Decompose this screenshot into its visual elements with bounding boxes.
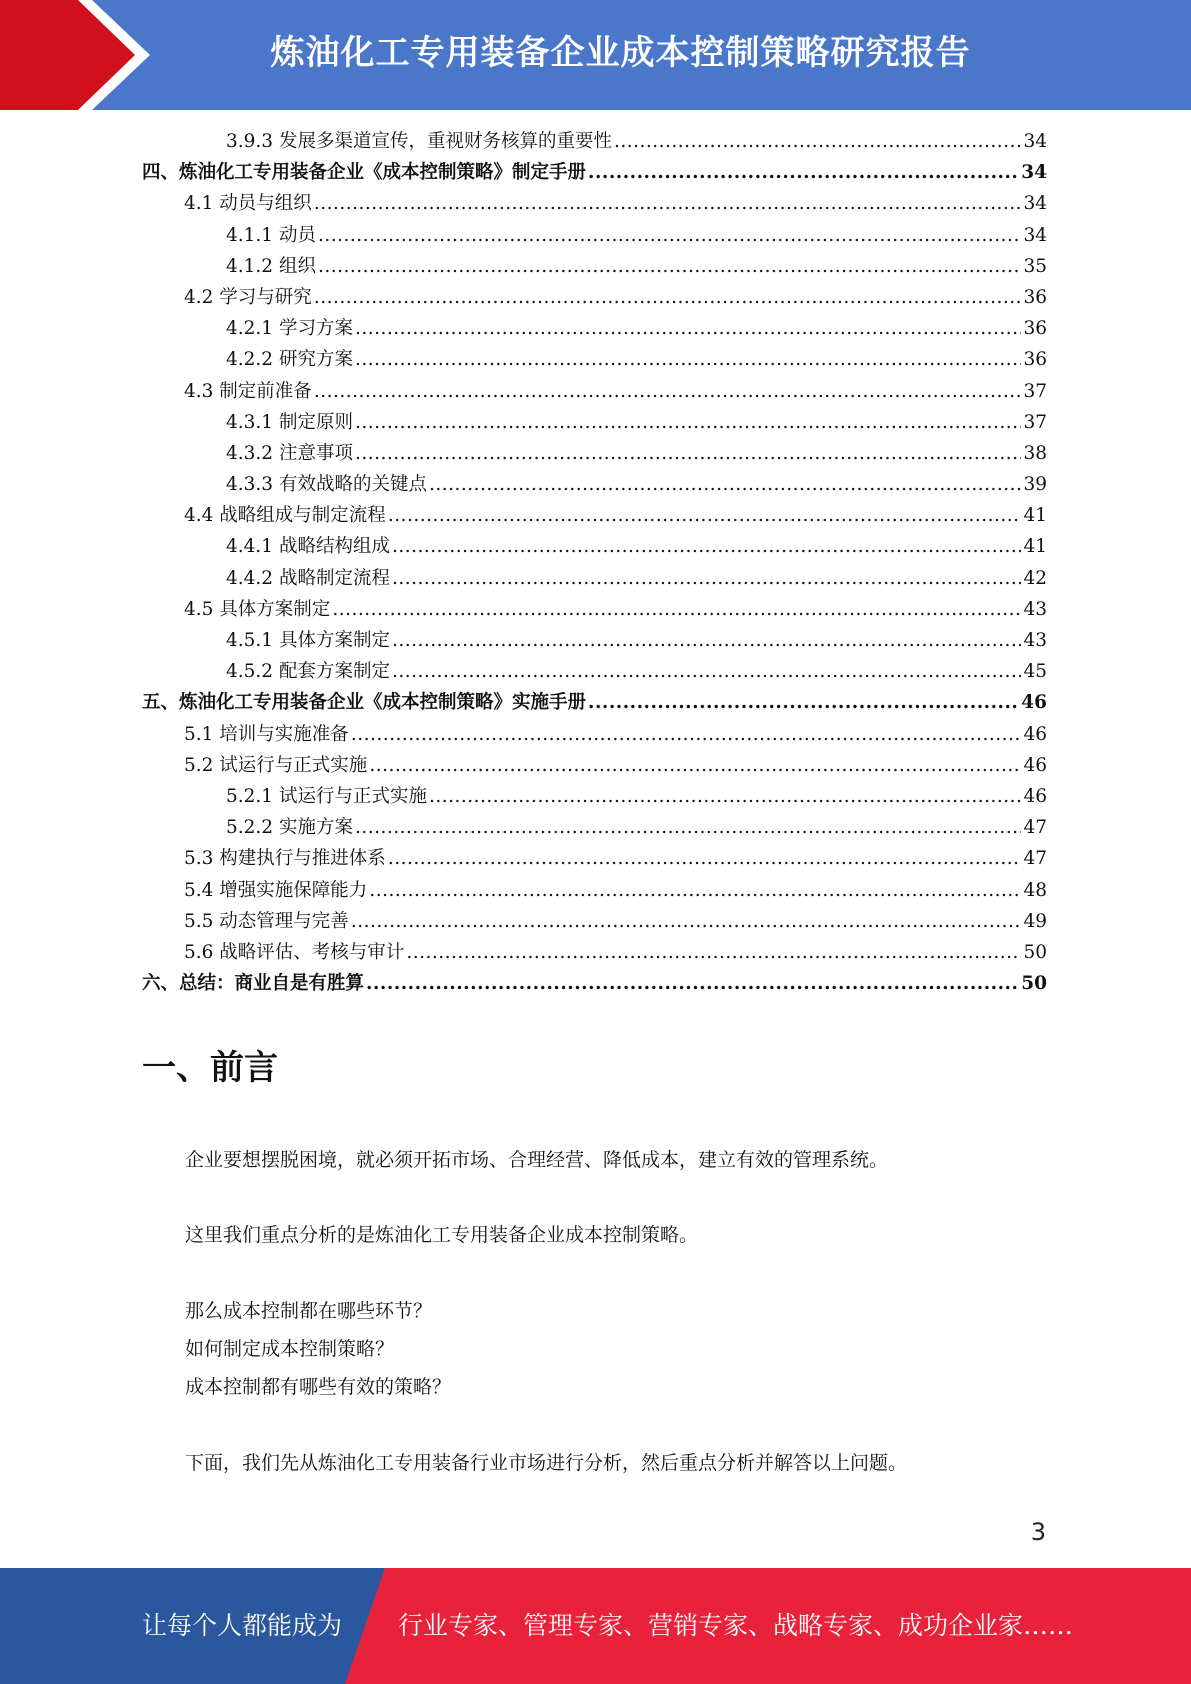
toc-entry-title: 4.4 战略组成与制定流程: [184, 505, 386, 527]
paragraph: 成本控制都有哪些有效的策略？: [185, 1376, 452, 1398]
toc-entry-page: 47: [1023, 817, 1047, 839]
toc-entry-title: 5.1 培训与实施准备: [184, 723, 349, 745]
toc-entry-title: 4.3.3 有效战略的关键点: [226, 474, 427, 496]
toc-entry-page: 36: [1023, 349, 1047, 371]
toc-entry-title: 4.3.1 制定原则: [226, 411, 353, 433]
toc-dot-leader: [429, 474, 1021, 495]
toc-entry-page: 36: [1023, 286, 1047, 308]
toc-dot-leader: [314, 193, 1022, 214]
toc-entry-title: 4.1 动员与组织: [184, 193, 312, 215]
toc-entry[interactable]: [142, 532, 1047, 563]
toc-entry[interactable]: [142, 751, 1047, 782]
toc-entry-title: 4.3 制定前准备: [184, 380, 312, 402]
toc-entry-page: 49: [1023, 910, 1047, 932]
toc-dot-leader: [314, 381, 1022, 402]
toc-entry[interactable]: [142, 408, 1047, 439]
toc-entry-page: 35: [1023, 255, 1047, 277]
page-footer: [0, 1568, 1191, 1684]
toc-dot-leader: [614, 131, 1021, 152]
toc-entry-page: 43: [1023, 598, 1047, 620]
toc-entry-page: 34: [1023, 224, 1047, 246]
toc-dot-leader: [369, 880, 1021, 901]
toc-dot-leader: [392, 630, 1021, 651]
toc-dot-leader: [355, 817, 1022, 838]
toc-entry-page: 34: [1021, 162, 1047, 184]
toc-entry-page: 37: [1023, 411, 1047, 433]
toc-entry[interactable]: [142, 221, 1047, 252]
toc-dot-leader: [392, 661, 1021, 682]
toc-entry[interactable]: [142, 844, 1047, 875]
toc-entry-page: 48: [1023, 879, 1047, 901]
table-of-contents: [142, 127, 1047, 1000]
toc-entry-title: 4.5 具体方案制定: [184, 598, 331, 620]
toc-entry-title: 5.2.1 试运行与正式实施: [226, 785, 427, 807]
toc-entry-title: 5.4 增强实施保障能力: [184, 879, 368, 901]
toc-entry[interactable]: [142, 377, 1047, 408]
toc-entry[interactable]: [142, 626, 1047, 657]
toc-entry-title: 5.2 试运行与正式实施: [184, 754, 368, 776]
toc-entry[interactable]: [142, 283, 1047, 314]
toc-entry-page: 39: [1023, 474, 1047, 496]
toc-entry-page: 37: [1023, 380, 1047, 402]
page-number: 3: [1030, 1518, 1046, 1546]
toc-dot-leader: [429, 786, 1021, 807]
toc-entry-title: 4.4.2 战略制定流程: [226, 567, 390, 589]
toc-entry[interactable]: [142, 688, 1047, 719]
toc-entry-page: 42: [1023, 567, 1047, 589]
toc-entry[interactable]: [142, 782, 1047, 813]
toc-entry[interactable]: [142, 595, 1047, 626]
toc-entry[interactable]: [142, 158, 1047, 189]
toc-entry[interactable]: [142, 564, 1047, 595]
toc-entry-page: 41: [1023, 505, 1047, 527]
toc-entry-page: 43: [1023, 630, 1047, 651]
toc-dot-leader: [351, 911, 1022, 932]
toc-entry[interactable]: [142, 127, 1047, 158]
report-title: 炼油化工专用装备企业成本控制策略研究报告: [270, 33, 971, 73]
toc-entry-title: 4.2 学习与研究: [184, 286, 312, 308]
toc-entry[interactable]: [142, 657, 1047, 688]
toc-entry-title: 4.3.2 注意事项: [226, 442, 353, 464]
page-header: [0, 0, 1191, 110]
toc-entry-title: 5.2.2 实施方案: [226, 817, 353, 839]
paragraph: 企业要想摆脱困境，就必须开拓市场、合理经营、降低成本，建立有效的管理系统。: [185, 1149, 889, 1171]
toc-entry-title: 5.6 战略评估、考核与审计: [184, 941, 405, 963]
toc-entry-page: 41: [1023, 536, 1047, 558]
toc-entry-page: 46: [1023, 754, 1047, 776]
toc-entry[interactable]: [142, 501, 1047, 532]
toc-entry-page: 46: [1023, 723, 1047, 745]
toc-dot-leader: [355, 349, 1022, 370]
toc-entry-title: 4.2.2 研究方案: [226, 349, 353, 371]
toc-entry[interactable]: [142, 314, 1047, 345]
toc-entry[interactable]: [142, 720, 1047, 751]
toc-dot-leader: [392, 568, 1021, 589]
toc-entry-title: 4.4.1 战略结构组成: [226, 536, 390, 558]
toc-entry-title: 5.3 构建执行与推进体系: [184, 848, 386, 870]
toc-dot-leader: [406, 942, 1021, 963]
toc-dot-leader: [355, 318, 1022, 339]
toc-dot-leader: [392, 536, 1021, 557]
section-heading: 一、前言: [142, 1048, 278, 1088]
toc-entry-page: 46: [1023, 785, 1047, 807]
toc-dot-leader: [318, 225, 1022, 246]
paragraph: 那么成本控制都在哪些环节？: [185, 1300, 433, 1322]
toc-entry-title: 3.9.3 发展多渠道宣传，重视财务核算的重要性: [226, 131, 612, 152]
toc-dot-leader: [588, 162, 1019, 183]
toc-entry[interactable]: [142, 470, 1047, 501]
toc-dot-leader: [351, 724, 1022, 745]
toc-dot-leader: [366, 973, 1019, 994]
toc-dot-leader: [388, 848, 1022, 869]
toc-dot-leader: [332, 599, 1021, 620]
toc-entry-page: 50: [1021, 973, 1047, 995]
toc-entry-title: 4.5.1 具体方案制定: [226, 630, 390, 651]
footer-slogan-right: 行业专家、管理专家、营销专家、战略专家、成功企业家……: [398, 1611, 1074, 1640]
toc-entry-page: 50: [1023, 941, 1047, 963]
toc-dot-leader: [318, 256, 1022, 277]
toc-entry[interactable]: [142, 938, 1047, 969]
toc-entry-title: 4.1.1 动员: [226, 224, 316, 246]
toc-entry[interactable]: [142, 252, 1047, 283]
paragraph: 这里我们重点分析的是炼油化工专用装备企业成本控制策略。: [185, 1224, 699, 1246]
toc-entry-page: 36: [1023, 318, 1047, 340]
toc-entry-title: 五、炼油化工专用装备企业《成本控制策略》实施手册: [142, 692, 587, 714]
toc-entry[interactable]: [142, 907, 1047, 938]
toc-entry-title: 4.1.2 组织: [226, 255, 316, 277]
toc-dot-leader: [388, 505, 1022, 526]
toc-dot-leader: [369, 755, 1021, 776]
toc-entry-title: 4.2.1 学习方案: [226, 318, 353, 340]
toc-entry-title: 5.5 动态管理与完善: [184, 910, 349, 932]
toc-entry-page: 45: [1023, 661, 1047, 683]
toc-entry[interactable]: [142, 189, 1047, 220]
toc-entry-title: 四、炼油化工专用装备企业《成本控制策略》制定手册: [142, 162, 587, 184]
paragraph: 如何制定成本控制策略？: [185, 1338, 395, 1360]
toc-dot-leader: [588, 692, 1019, 713]
toc-entry[interactable]: [142, 969, 1047, 1000]
toc-entry[interactable]: [142, 439, 1047, 470]
toc-entry-page: 34: [1023, 131, 1047, 152]
paragraph: 下面，我们先从炼油化工专用装备行业市场进行分析，然后重点分析并解答以上问题。: [185, 1452, 908, 1474]
toc-entry[interactable]: [142, 813, 1047, 844]
toc-entry-page: 34: [1023, 193, 1047, 215]
toc-entry[interactable]: [142, 876, 1047, 907]
header-chevron-icon: [0, 0, 135, 110]
toc-dot-leader: [314, 287, 1022, 308]
toc-entry-title: 六、总结：商业自是有胜算: [142, 973, 365, 995]
toc-entry-page: 46: [1021, 692, 1047, 714]
toc-entry[interactable]: [142, 345, 1047, 376]
footer-slogan-left: 让每个人都能成为: [142, 1611, 343, 1640]
toc-entry-page: 47: [1023, 848, 1047, 870]
toc-entry-title: 4.5.2 配套方案制定: [226, 661, 390, 683]
toc-dot-leader: [355, 412, 1022, 433]
toc-dot-leader: [355, 443, 1022, 464]
toc-entry-page: 38: [1023, 442, 1047, 464]
